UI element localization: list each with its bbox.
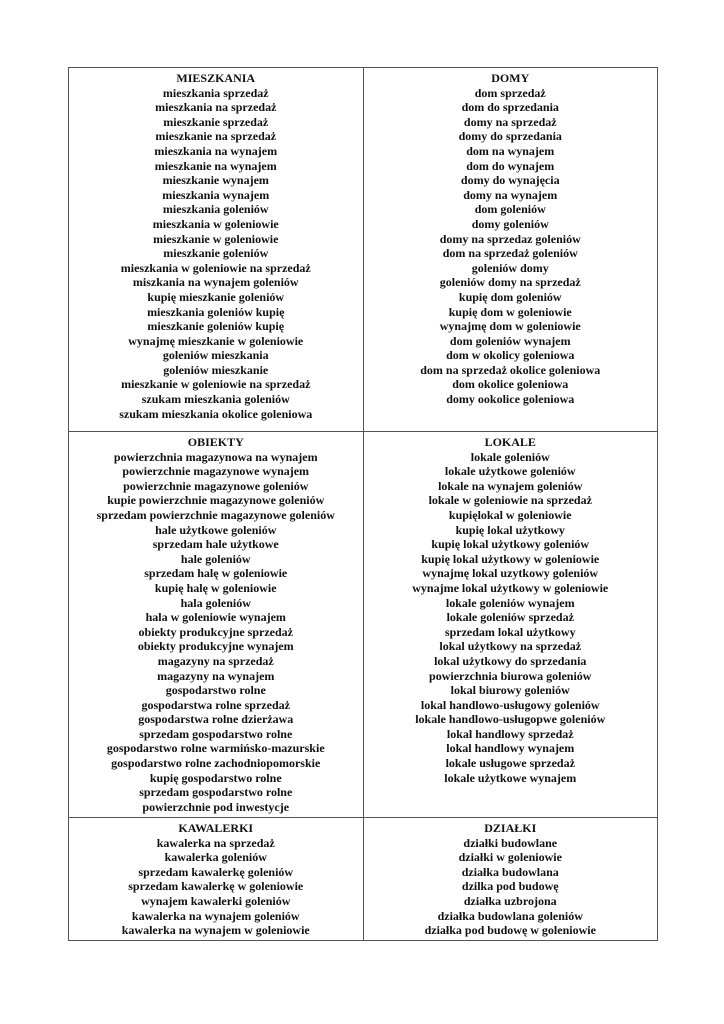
section-title: MIESZKANIA	[176, 71, 256, 85]
keyword-item: lokale goleniów sprzedaż	[446, 610, 574, 625]
keyword-item: powierzchnie magazynowe goleniów	[123, 478, 309, 493]
keyword-item: kawalerka na sprzedaż	[156, 835, 275, 850]
keyword-item: dom na sprzedaż okolice goleniowa	[420, 362, 601, 377]
keyword-item: hala w goleniowie wynajem	[145, 610, 286, 625]
keyword-item: kupię gospodarstwo rolne	[149, 770, 282, 785]
keyword-item: szukam mieszkania goleniów	[141, 392, 290, 407]
keyword-item: lokale handlowo-usługopwe goleniów	[415, 712, 606, 727]
keyword-item: lokal handlowy wynajem	[446, 741, 575, 756]
section-title: DZIAŁKI	[484, 821, 537, 835]
section-cell	[69, 68, 364, 432]
keyword-item: domy na sprzedaż	[463, 114, 557, 129]
keyword-item: sprzedam halę w goleniowie	[144, 566, 288, 581]
keyword-item: lokale goleniów	[470, 449, 550, 464]
keyword-item: kupię mieszkanie goleniów	[147, 289, 285, 304]
keyword-item: gospodarstwo rolne	[165, 683, 266, 698]
keyword-item: domy ookolice goleniowa	[446, 392, 575, 407]
keyword-item: sprzedam gospodarstwo rolne	[139, 726, 293, 741]
keyword-item: lokal handlowy sprzedaż	[446, 726, 574, 741]
keyword-item: działki budowlane	[463, 835, 558, 850]
keyword-item: mieszkania wynajem	[162, 187, 270, 202]
keyword-item: goleniów mieszkanie	[163, 362, 269, 377]
keyword-item: gospodarstwa rolne sprzedaż	[141, 697, 290, 712]
keyword-item: dom okolice goleniowa	[452, 377, 569, 392]
keyword-item: mieszkanie na sprzedaż	[155, 129, 277, 144]
keyword-item: mieszkanie w goleniowie na sprzedaż	[121, 377, 311, 392]
keyword-item: lokale na wynajem goleniów	[438, 478, 583, 493]
section-title: LOKALE	[484, 435, 536, 449]
keyword-item: miszkania na wynajem goleniów	[132, 275, 299, 290]
section-cell	[69, 432, 364, 818]
section-cell	[69, 818, 364, 941]
keyword-item: wynajem kawalerki goleniów	[141, 893, 291, 908]
keyword-item: powierzchnie magazynowe wynajem	[122, 464, 310, 479]
keyword-item: sprzedam hale użytkowe	[152, 537, 279, 552]
keyword-item: wynajme lokal użytkowy w goleniowie	[412, 580, 609, 595]
keyword-item: działka pod budowę w goleniowie	[424, 923, 596, 938]
keyword-item: powierzchnia biurowa goleniów	[429, 668, 592, 683]
keyword-item: goleniów domy na sprzedaż	[439, 275, 581, 290]
keyword-item: dom goleniów	[474, 202, 546, 217]
keyword-item: domy do wynajęcia	[460, 173, 560, 188]
keyword-item: kupię lokal użytkowy	[455, 522, 565, 537]
keyword-item: mieszkanie w goleniowie	[153, 231, 279, 246]
keyword-item: kupię dom goleniów	[458, 289, 562, 304]
keyword-item: dom na sprzedaż goleniów	[442, 246, 578, 261]
keyword-item: działka budowlana goleniów	[437, 908, 583, 923]
keyword-item: działki w goleniowie	[458, 850, 562, 865]
keyword-item: goleniów domy	[471, 260, 549, 275]
keyword-item: kawalerka na wynajem goleniów	[131, 908, 300, 923]
keyword-item: lokale użytkowe wynajem	[444, 770, 577, 785]
keyword-item: dom goleniów wynajem	[449, 333, 571, 348]
section-title: OBIEKTY	[187, 435, 244, 449]
keyword-item: dzilka pod budowę	[461, 879, 559, 894]
section-cell	[363, 68, 658, 432]
keyword-item: gospodarstwo rolne zachodniopomorskie	[111, 756, 321, 771]
keyword-item: domy na sprzedaz goleniów	[439, 231, 581, 246]
keyword-item: gospodarstwo rolne warmińsko-mazurskie	[106, 741, 325, 756]
keyword-item: kupię dom w goleniowie	[448, 304, 572, 319]
keyword-item: lokal biurowy goleniów	[450, 683, 570, 698]
keyword-item: hale goleniów	[180, 551, 251, 566]
keyword-item: sprzedam kawalerkę w goleniowie	[128, 879, 304, 894]
keyword-item: sprzedam powierzchnie magazynowe goleniów	[96, 507, 335, 522]
keyword-item: mieszkanie goleniów kupię	[147, 319, 285, 334]
keyword-item: lokal handlowo-usługowy goleniów	[420, 697, 600, 712]
section-cell	[363, 818, 658, 941]
keyword-item: dom na wynajem	[466, 143, 555, 158]
keyword-item: powierzchnia magazynowa na wynajem	[113, 449, 318, 464]
keyword-item: wynajmę dom w goleniowie	[439, 319, 581, 334]
keyword-item: powierzchnie pod inwestycje	[142, 799, 290, 814]
keyword-item: działka budowlana	[461, 864, 559, 879]
keyword-item: kawalerka na wynajem w goleniowie	[121, 923, 310, 938]
keyword-item: lokale w goleniowie na sprzedaż	[428, 493, 592, 508]
keyword-item: mieszkania na sprzedaż	[155, 100, 277, 115]
keyword-item: wynajmę lokal uzytkowy goleniów	[422, 566, 599, 581]
table-row	[69, 818, 658, 941]
keyword-table	[68, 67, 658, 941]
keyword-item: mieszkania sprzedaż	[162, 85, 269, 100]
keyword-item: lokale użytkowe goleniów	[444, 464, 576, 479]
keyword-item: dom do sprzedania	[461, 100, 559, 115]
keyword-item: dom sprzedaż	[474, 85, 546, 100]
keyword-item: lokal użytkowy do sprzedania	[434, 653, 587, 668]
keyword-item: domy na wynajem	[463, 187, 558, 202]
keyword-item: goleniów mieszkania	[162, 348, 269, 363]
keyword-item: dom do wynajem	[466, 158, 555, 173]
keyword-item: mieszkanie goleniów	[163, 246, 269, 261]
keyword-item: mieszkanie na wynajem	[154, 158, 277, 173]
keyword-item: domy do sprzedania	[458, 129, 562, 144]
keyword-item: hale użytkowe goleniów	[155, 522, 277, 537]
keyword-item: lokale usługowe sprzedaż	[445, 756, 575, 771]
keyword-item: mieszkania w goleniowie	[152, 216, 279, 231]
keyword-item: obiekty produkcyjne sprzedaż	[138, 624, 293, 639]
keyword-item: mieszkanie sprzedaż	[163, 114, 269, 129]
keyword-item: hala goleniów	[180, 595, 251, 610]
keyword-item: mieszkania goleniów kupię	[147, 304, 285, 319]
section-cell	[363, 432, 658, 818]
keyword-item: kupięlokal w goleniowie	[448, 507, 572, 522]
keyword-item: mieszkania na wynajem	[154, 143, 278, 158]
keyword-item: kupię lokal użytkowy goleniów	[431, 537, 590, 552]
section-title: DOMY	[491, 71, 530, 85]
table-row	[69, 432, 658, 818]
keyword-item: magazyny na wynajem	[157, 668, 275, 683]
keyword-item: szukam mieszkania okolice goleniowa	[119, 406, 313, 421]
keyword-item: lokale goleniów wynajem	[445, 595, 575, 610]
keyword-item: wynajmę mieszkanie w goleniowie	[128, 333, 304, 348]
keyword-item: mieszkanie wynajem	[162, 173, 269, 188]
keyword-item: mieszkania goleniów	[162, 202, 269, 217]
keyword-item: dom w okolicy goleniowa	[446, 348, 575, 363]
keyword-item: kupie powierzchnie magazynowe goleniów	[107, 493, 325, 508]
keyword-item: kawalerka goleniów	[164, 850, 267, 865]
section-title: KAWALERKI	[178, 821, 254, 835]
keyword-item: obiekty produkcyjne wynajem	[137, 639, 294, 654]
keyword-item: domy goleniów	[471, 216, 549, 231]
table-row	[69, 68, 658, 432]
keyword-item: mieszkania w goleniowie na sprzedaż	[120, 260, 311, 275]
keyword-item: sprzedam gospodarstwo rolne	[139, 785, 293, 800]
keyword-item: kupię lokal użytkowy w goleniowie	[421, 551, 600, 566]
keyword-item: gospodarstwa rolne dzierżawa	[138, 712, 294, 727]
keyword-item: sprzedam kawalerkę goleniów	[138, 864, 294, 879]
keyword-item: magazyny na sprzedaż	[157, 653, 274, 668]
keyword-item: działka uzbrojona	[463, 893, 557, 908]
keyword-item: kupię halę w goleniowie	[154, 580, 277, 595]
keyword-item: sprzedam lokal użytkowy	[444, 624, 576, 639]
keyword-item: lokal użytkowy na sprzedaż	[439, 639, 582, 654]
